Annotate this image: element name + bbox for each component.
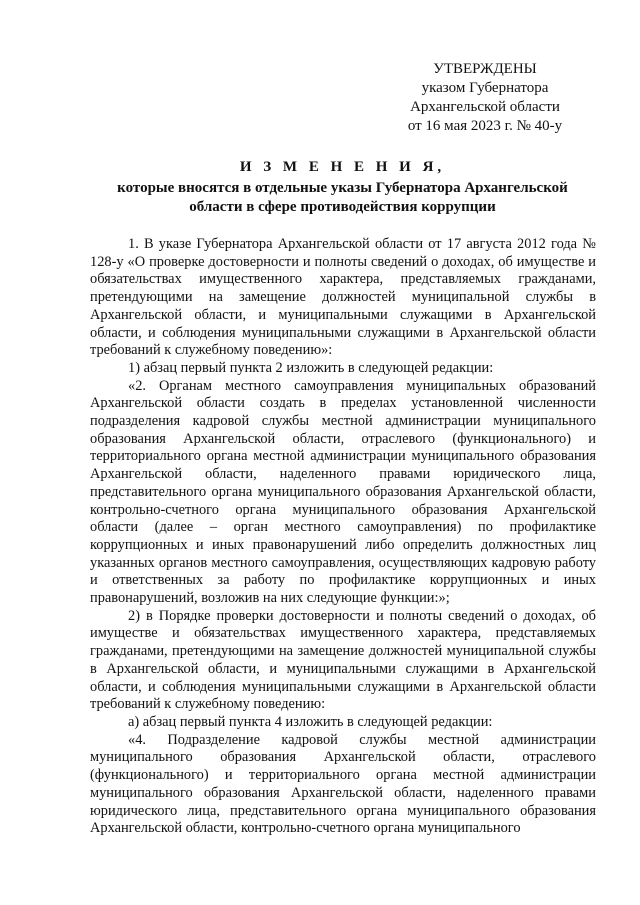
document-body <box>90 236 596 838</box>
paragraph-2: 1) абзац первый пункта 2 изложить в следующей редакции: <box>128 359 494 376</box>
paragraph-3: «2. Органам местного самоуправления муниципальных образований Архангельской области создать в пределах установленной численности подразделения кадровой службы местной администрации муниципального образования Архангельской области, отраслевого (функционального) и территориального органа местной администрации муниципального образования Архангельской области, наделенного правами юридического лица, представительного органа муниципального образования Архангельской области, контрольно-счетного органа муниципального образования Архангельской области (далее – орган местного самоуправления) по профилактике коррупционных и иных правонарушений либо определить должностных лиц указанных органов местного самоуправления, осуществляющих кадровую работу и ответственных за работу по профилактике коррупционных и иных правонарушений, возложив на них следующие функции:»; <box>90 377 596 607</box>
paragraph-5: а) абзац первый пункта 4 изложить в следующей редакции: <box>128 713 493 730</box>
document-subtitle: которые вносятся в отдельные указы Губернатора Архангельской области в сфере противодействия коррупции <box>117 180 568 215</box>
document-title-block <box>90 158 595 217</box>
paragraph-4: 2) в Порядке проверки достоверности и полноты сведений о доходах, об имуществе и обязательствах имущественного характера, представляемых гражданами, претендующими на замещение должностей муниципальной службы в Архангельской области, и муниципальными служащими в Архангельской области, и соблюдения муниципальными служащими в Архангельской области требований к служебному поведению: <box>90 607 596 713</box>
paragraph-1: 1. В указе Губернатора Архангельской области от 17 августа 2012 года № 128-у «О проверке достоверности и полноты сведений о доходах, об имуществе и обязательствах имущественного характера, представляемых гражданами, претендующими на замещение должностей муниципальной службы в Архангельской области, и муниципальными служащими в Архангельской области, и соблюдения муниципальными служащими в Архангельской области требований к служебному поведению»: <box>90 236 596 359</box>
approval-stamp <box>395 60 575 136</box>
approved-region: Архангельской области <box>410 99 560 115</box>
document-title: И З М Е Н Е Н И Я, <box>239 159 446 175</box>
approved-heading: УТВЕРЖДЕНЫ <box>433 61 537 77</box>
paragraph-6: «4. Подразделение кадровой службы местной администрации муниципального образования Архангельской области, отраслевого (функционального) и территориального органа местной администрации муниципального образования Архангельской области, наделенного правами юридического лица, представительного органа муниципального образования Архангельской области, контрольно-счетного органа муниципального <box>90 731 596 837</box>
approved-by-decree: указом Губернатора <box>421 80 549 96</box>
approved-date-number: от 16 мая 2023 г. № 40-у <box>407 118 563 134</box>
